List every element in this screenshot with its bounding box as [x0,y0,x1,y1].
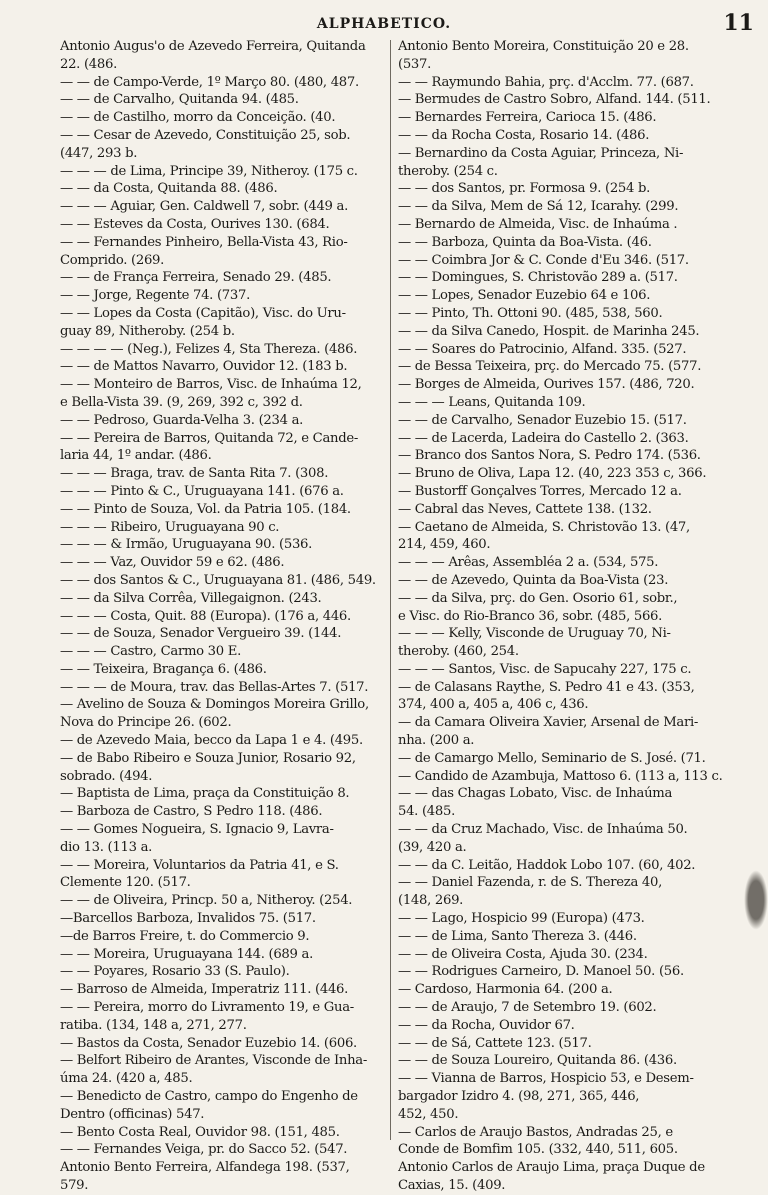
directory-entry-line: — — da Silva Canedo, Hospit. de Marinha 245. [398,323,700,339]
directory-entry-line: — — da Costa, Quitanda 88. (486. [60,181,278,197]
directory-entry-line: — — Pereira, morro do Livramento 19, e Gua- [60,1000,354,1016]
directory-entry-line: theroby. (254 c. [398,163,498,179]
directory-entry-line: bargador Izidro 4. (98, 271, 365, 446, [398,1089,640,1105]
directory-entry-line: 374, 400 a, 405 a, 406 c, 436. [398,697,589,713]
directory-entry-line: — Borges de Almeida, Ourives 157. (486, 720. [398,377,695,393]
directory-entry-line: — — — Kelly, Visconde de Uruguay 70, Ni- [398,626,671,642]
directory-entry-line: — — da Rocha Costa, Rosario 14. (486. [398,127,650,143]
directory-entry-line: (447, 293 b. [60,145,138,161]
directory-entry-line: — — — Vaz, Ouvidor 59 e 62. (486. [60,555,285,571]
right-column [398,38,738,1195]
directory-entry-line: — — Esteves da Costa, Ourives 130. (684. [60,216,330,232]
directory-entry-line: — — da Rocha, Ouvidor 67. [398,1017,575,1033]
directory-entry-line: — — — de Moura, trav. das Bellas-Artes 7. (517. [60,679,369,695]
directory-entry-line: — — das Chagas Lobato, Visc. de Inhaúma [398,786,673,802]
directory-entry-line: (537. [398,56,432,72]
directory-entry-line: — — de Carvalho, Quitanda 94. (485. [60,92,299,108]
directory-entry-line: — — — — (Neg.), Felizes 4, Sta Thereza. (486. [60,341,358,357]
directory-entry-line: — — Poyares, Rosario 33 (S. Paulo). [60,964,290,980]
directory-entry-line: — de Azevedo Maia, becco da Lapa 1 e 4. (495. [60,733,363,749]
directory-entry-line: — — Rodrigues Carneiro, D. Manoel 50. (56. [398,964,684,980]
directory-entry-line: — — de Sá, Cattete 123. (517. [398,1035,592,1051]
directory-entry-line: — — Moreira, Voluntarios da Patria 41, e S. [60,857,339,873]
directory-entry-line: — — Coimbra Jor & C. Conde d'Eu 346. (517. [398,252,689,268]
column-divider [390,40,391,1140]
directory-entry-line: — — Jorge, Regente 74. (737. [60,288,250,304]
directory-entry-line: — Candido de Azambuja, Mattoso 6. (113 a, 113 c. [398,768,723,784]
directory-entry-line: — — Cesar de Azevedo, Constituição 25, sob. [60,127,351,143]
page-header [0,6,768,36]
directory-entry-line: — — de Lima, Santo Thereza 3. (446. [398,928,637,944]
directory-entry-line: — — Daniel Fazenda, r. de S. Thereza 40, [398,875,662,891]
directory-entry-line: — — da Silva Corrêa, Villegaignon. (243. [60,590,322,606]
directory-entry-line: — — de Castilho, morro da Conceição. (40. [60,110,336,126]
directory-entry-line: Clemente 120. (517. [60,875,191,891]
directory-entry-line: — — Pereira de Barros, Quitanda 72, e Cande- [60,430,359,446]
directory-entry-line: — — — de Lima, Principe 39, Nitheroy. (175 c. [60,163,358,179]
directory-entry-line: — Cabral das Neves, Cattete 138. (132. [398,501,652,517]
directory-entry-line: — Barroso de Almeida, Imperatriz 111. (446. [60,982,349,998]
directory-entry-line: — — da Silva, Mem de Sá 12, Icarahy. (299. [398,199,679,215]
directory-entry-line: — — — Castro, Carmo 30 E. [60,644,241,660]
directory-entry-line: Antonio Augus'o de Azevedo Ferreira, Quitanda [60,39,366,54]
directory-entry-line: — Bruno de Oliva, Lapa 12. (40, 223 353 c, 366. [398,466,707,482]
directory-entry-line: nha. (200 a. [398,733,475,749]
directory-entry-line: — Cardoso, Harmonia 64. (200 a. [398,982,613,998]
directory-entry-line: Caxias, 15. (409. [398,1178,506,1193]
directory-entry-line: — — Fernandes Pinheiro, Bella-Vista 43, Rio- [60,234,348,250]
directory-entry-line: — — dos Santos, pr. Formosa 9. (254 b. [398,181,651,197]
directory-entry-line: — Bustorff Gonçalves Torres, Mercado 12 a. [398,483,682,499]
directory-entry-line: — — de Azevedo, Quinta da Boa-Vista (23. [398,572,669,588]
directory-entry-line: — — — Braga, trav. de Santa Rita 7. (308. [60,466,329,482]
directory-entry-line: — — Fernandes Veiga, pr. do Sacco 52. (547. [60,1142,348,1158]
directory-entry-line: — — — Leans, Quitanda 109. [398,394,586,410]
directory-entry-line: — — Teixeira, Bragança 6. (486. [60,661,267,677]
directory-entry-line: — — de Mattos Navarro, Ouvidor 12. (183 b. [60,359,348,375]
directory-entry-line: — Branco dos Santos Nora, S. Pedro 174. (536. [398,448,701,464]
directory-entry-line: 579. [60,1178,89,1193]
directory-entry-line: — — Monteiro de Barros, Visc. de Inhaúma 12, [60,377,362,393]
directory-entry-line: — — Lago, Hospicio 99 (Europa) (473. [398,911,645,927]
directory-entry-line: 452, 450. [398,1106,459,1122]
directory-entry-line: dio 13. (113 a. [60,839,153,855]
directory-entry-line: — de Calasans Raythe, S. Pedro 41 e 43. (353, [398,679,695,695]
directory-entry-line: — da Camara Oliveira Xavier, Arsenal de Mari- [398,715,699,731]
directory-entry-line: — — Moreira, Uruguayana 144. (689 a. [60,946,313,962]
directory-entry-line: — — Lopes da Costa (Capitão), Visc. do Uru- [60,305,346,321]
directory-entry-line: Antonio Carlos de Araujo Lima, praça Duque de [398,1160,705,1176]
directory-entry-line: Conde de Bomfim 105. (332, 440, 511, 605. [398,1142,678,1158]
directory-entry-line: — — Pedroso, Guarda-Velha 3. (234 a. [60,412,304,428]
directory-entry-line: 22. (486. [60,56,117,72]
directory-entry-line: Nova do Principe 26. (602. [60,715,232,731]
page-number: 11 [723,10,754,36]
directory-entry-line: — Belfort Ribeiro de Arantes, Visconde de Inha- [60,1053,368,1069]
directory-entry-line: — — da Cruz Machado, Visc. de Inhaúma 50. [398,822,688,838]
directory-entry-line: — Avelino de Souza & Domingos Moreira Grillo, [60,697,369,713]
directory-entry-line: — Baptista de Lima, praça da Constituição 8. [60,786,350,802]
directory-entry-line: — — de Carvalho, Senador Euzebio 15. (517. [398,412,687,428]
directory-entry-line: —de Barros Freire, t. do Commercio 9. [60,928,310,944]
directory-entry-line: laria 44, 1º andar. (486. [60,448,212,464]
directory-entry-line: — — da C. Leitão, Haddok Lobo 107. (60, 402. [398,857,696,873]
directory-entry-line: — Benedicto de Castro, campo do Engenho de [60,1089,358,1105]
directory-entry-line: Dentro (officinas) 547. [60,1106,205,1122]
directory-entry-line: úma 24. (420 a, 485. [60,1071,193,1087]
directory-entry-line: e Visc. do Rio-Branco 36, sobr. (485, 566. [398,608,663,624]
directory-entry-line: — Bernardes Ferreira, Carioca 15. (486. [398,110,657,126]
directory-entry-line: — — — Costa, Quit. 88 (Europa). (176 a, 446. [60,608,351,624]
directory-entry-line: — — — Pinto & C., Uruguayana 141. (676 a. [60,483,344,499]
directory-entry-line: theroby. (460, 254. [398,644,519,660]
directory-entry-line: — — de Souza Loureiro, Quitanda 86. (436. [398,1053,677,1069]
directory-entry-line: — — da Silva, prç. do Gen. Osorio 61, sobr., [398,590,678,606]
directory-entry-line: — — — & Irmão, Uruguayana 90. (536. [60,537,313,553]
directory-entry-line: — — Domingues, S. Christovão 289 a. (517. [398,270,678,286]
directory-entry-line: — — Gomes Nogueira, S. Ignacio 9, Lavra- [60,822,334,838]
directory-entry-line: Antonio Bento Moreira, Constituição 20 e 28. [398,39,689,54]
directory-entry-line: — Bento Costa Real, Ouvidor 98. (151, 485. [60,1124,340,1140]
directory-entry-line: Comprido. (269. [60,252,165,268]
directory-entry-line: — — de Oliveira, Princp. 50 a, Nitheroy. (254. [60,893,353,909]
directory-entry-line: — — de Oliveira Costa, Ajuda 30. (234. [398,946,648,962]
directory-entry-line: — — Vianna de Barros, Hospicio 53, e Desem- [398,1071,694,1087]
directory-entry-line: ratiba. (134, 148 a, 271, 277. [60,1017,247,1033]
directory-entry-line: 54. (485. [398,804,455,820]
directory-entry-line: (39, 420 a. [398,839,467,855]
directory-entry-line: — Barboza de Castro, S Pedro 118. (486. [60,804,323,820]
directory-entry-line: — — Barboza, Quinta da Boa-Vista. (46. [398,234,652,250]
directory-entry-line: — de Babo Ribeiro e Souza Junior, Rosario 92, [60,750,356,766]
directory-entry-line: — — — Santos, Visc. de Sapucahy 227, 175 c. [398,661,692,677]
directory-entry-line: — Bernardino da Costa Aguiar, Princeza, Ni- [398,145,684,161]
directory-entry-line: — — Soares do Patrocinio, Alfand. 335. (527. [398,341,687,357]
directory-entry-line: — de Bessa Teixeira, prç. do Mercado 75. (577. [398,359,702,375]
directory-entry-line: — — Pinto de Souza, Vol. da Patria 105. (184. [60,501,351,517]
running-title: ALPHABETICO. [316,16,452,32]
directory-entry-line: — — Raymundo Bahia, prç. d'Acclm. 77. (687. [398,74,694,90]
directory-entry-line: — — de Lacerda, Ladeira do Castello 2. (363. [398,430,689,446]
directory-entry-line: — — — Arêas, Assembléa 2 a. (534, 575. [398,555,659,571]
directory-entry-line: — — de Souza, Senador Vergueiro 39. (144. [60,626,342,642]
directory-entry-line: — de Camargo Mello, Seminario de S. José. (71. [398,750,706,766]
directory-entry-line: — Bermudes de Castro Sobro, Alfand. 144. (511. [398,92,711,108]
directory-entry-line: Antonio Bento Ferreira, Alfandega 198. (537, [60,1160,350,1176]
margin-ink-mark [744,870,768,930]
directory-entry-line: — — dos Santos & C., Uruguayana 81. (486, 549. [60,572,376,588]
directory-entry-line: — — de França Ferreira, Senado 29. (485. [60,270,332,286]
directory-entry-line: e Bella-Vista 39. (9, 269, 392 c, 392 d. [60,394,303,410]
directory-entry-line: — — Lopes, Senador Euzebio 64 e 106. [398,288,651,304]
directory-entry-line: — — de Araujo, 7 de Setembro 19. (602. [398,1000,657,1016]
directory-entry-line: — — Pinto, Th. Ottoni 90. (485, 538, 560. [398,305,663,321]
directory-entry-line: — — — Aguiar, Gen. Caldwell 7, sobr. (449 a. [60,199,348,215]
directory-entry-line: (148, 269. [398,893,464,909]
directory-entry-line: sobrado. (494. [60,768,153,784]
directory-entry-line: —Barcellos Barboza, Invalidos 75. (517. [60,911,316,927]
directory-entry-line: — Bernardo de Almeida, Visc. de Inhaúma . [398,216,678,232]
directory-entry-line: — — — Ribeiro, Uruguayana 90 c. [60,519,280,535]
directory-entry-line: 214, 459, 460. [398,537,491,553]
directory-entry-line: — Bastos da Costa, Senador Euzebio 14. (606. [60,1035,357,1051]
directory-entry-line: — Carlos de Araujo Bastos, Andradas 25, e [398,1124,673,1140]
directory-entry-line: — — de Campo-Verde, 1º Março 80. (480, 487. [60,74,359,90]
directory-entry-line: guay 89, Nitheroby. (254 b. [60,323,235,339]
left-column [60,38,390,1195]
directory-entry-line: — Caetano de Almeida, S. Christovão 13. (47, [398,519,690,535]
